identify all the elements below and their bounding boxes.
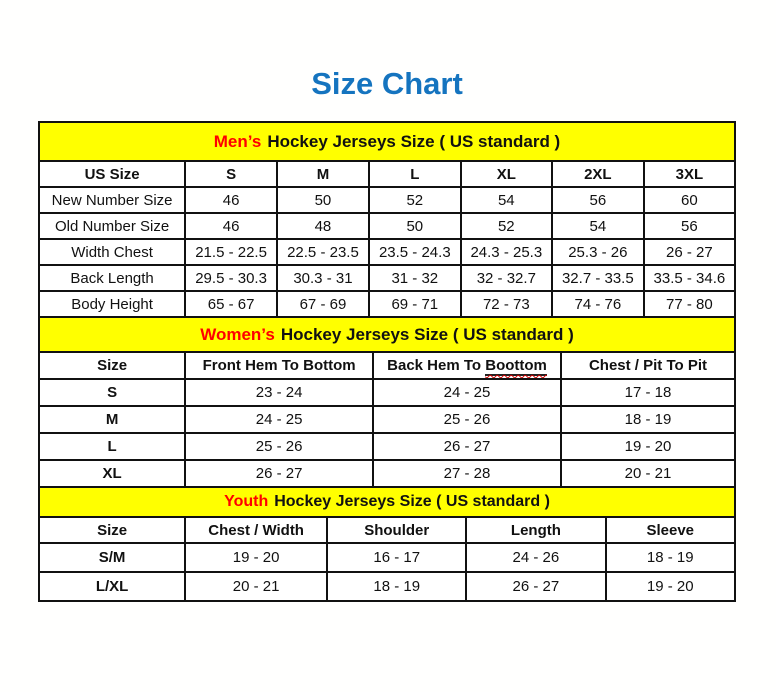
youth-section-band bbox=[38, 486, 736, 518]
mens-row-label: Width Chest bbox=[39, 239, 185, 265]
table-row bbox=[39, 433, 735, 460]
mens-size-cell: 46 bbox=[185, 213, 277, 239]
table-row bbox=[39, 239, 735, 265]
mens-column-header: L bbox=[369, 161, 461, 187]
mens-size-cell: 25.3 - 26 bbox=[552, 239, 644, 265]
mens-size-cell: 69 - 71 bbox=[369, 291, 461, 317]
youth-column-header: Chest / Width bbox=[185, 517, 327, 543]
youth-row-label: L/XL bbox=[39, 572, 185, 601]
mens-size-cell: 31 - 32 bbox=[369, 265, 461, 291]
mens-size-cell: 54 bbox=[552, 213, 644, 239]
table-row bbox=[39, 213, 735, 239]
womens-size-cell: 25 - 26 bbox=[373, 406, 561, 433]
mens-size-cell: 26 - 27 bbox=[644, 239, 735, 265]
womens-row-label: XL bbox=[39, 460, 185, 487]
mens-row-label: Back Length bbox=[39, 265, 185, 291]
youth-size-cell: 19 - 20 bbox=[606, 572, 736, 601]
mens-size-cell: 30.3 - 31 bbox=[277, 265, 369, 291]
mens-size-cell: 52 bbox=[369, 187, 461, 213]
womens-section-band bbox=[38, 316, 736, 353]
mens-column-header: M bbox=[277, 161, 369, 187]
womens-row-label: L bbox=[39, 433, 185, 460]
misspelled-word-with-squiggle: Boottom bbox=[485, 357, 547, 374]
mens-size-cell: 46 bbox=[185, 187, 277, 213]
womens-size-cell: 26 - 27 bbox=[185, 460, 373, 487]
youth-column-header: Length bbox=[466, 517, 605, 543]
mens-column-header: 2XL bbox=[552, 161, 644, 187]
mens-size-cell: 56 bbox=[552, 187, 644, 213]
mens-size-cell: 32.7 - 33.5 bbox=[552, 265, 644, 291]
youth-size-cell: 26 - 27 bbox=[466, 572, 605, 601]
mens-size-cell: 74 - 76 bbox=[552, 291, 644, 317]
mens-row-label: Old Number Size bbox=[39, 213, 185, 239]
mens-size-cell: 77 - 80 bbox=[644, 291, 735, 317]
womens-size-cell: 25 - 26 bbox=[185, 433, 373, 460]
womens-size-cell: 20 - 21 bbox=[561, 460, 735, 487]
womens-band-highlight: Women’s bbox=[200, 324, 275, 344]
youth-size-cell: 20 - 21 bbox=[185, 572, 327, 601]
table-row bbox=[39, 187, 735, 213]
mens-section-band bbox=[38, 121, 736, 162]
mens-size-cell: 29.5 - 30.3 bbox=[185, 265, 277, 291]
womens-column-header: Size bbox=[39, 352, 185, 379]
mens-size-cell: 52 bbox=[461, 213, 552, 239]
womens-band-text: Hockey Jerseys Size ( US standard ) bbox=[280, 324, 574, 344]
womens-header-row bbox=[39, 352, 735, 379]
womens-size-table bbox=[38, 351, 736, 488]
mens-column-header: US Size bbox=[39, 161, 185, 187]
mens-band-text: Hockey Jerseys Size ( US standard ) bbox=[267, 131, 561, 151]
womens-row-label: M bbox=[39, 406, 185, 433]
mens-size-cell: 54 bbox=[461, 187, 552, 213]
womens-column-header: Front Hem To Bottom bbox=[185, 352, 373, 379]
mens-size-cell: 50 bbox=[277, 187, 369, 213]
womens-size-cell: 27 - 28 bbox=[373, 460, 561, 487]
mens-size-cell: 32 - 32.7 bbox=[461, 265, 552, 291]
mens-band-highlight: Men’s bbox=[213, 131, 262, 151]
youth-column-header: Size bbox=[39, 517, 185, 543]
mens-size-cell: 65 - 67 bbox=[185, 291, 277, 317]
youth-size-cell: 19 - 20 bbox=[185, 543, 327, 572]
mens-size-cell: 72 - 73 bbox=[461, 291, 552, 317]
youth-size-cell: 16 - 17 bbox=[327, 543, 466, 572]
mens-size-table bbox=[38, 160, 736, 318]
youth-band-highlight: Youth bbox=[224, 493, 269, 510]
womens-size-cell: 19 - 20 bbox=[561, 433, 735, 460]
table-row bbox=[39, 265, 735, 291]
mens-column-header: S bbox=[185, 161, 277, 187]
table-row bbox=[39, 406, 735, 433]
page-title: Size Chart bbox=[311, 66, 463, 101]
mens-size-cell: 56 bbox=[644, 213, 735, 239]
womens-size-cell: 23 - 24 bbox=[185, 379, 373, 406]
mens-size-cell: 67 - 69 bbox=[277, 291, 369, 317]
youth-band-text: Hockey Jerseys Size ( US standard ) bbox=[274, 493, 550, 510]
womens-column-header bbox=[373, 352, 561, 379]
youth-header-row bbox=[39, 517, 735, 543]
womens-size-cell: 17 - 18 bbox=[561, 379, 735, 406]
womens-size-cell: 18 - 19 bbox=[561, 406, 735, 433]
mens-size-cell: 22.5 - 23.5 bbox=[277, 239, 369, 265]
mens-size-cell: 60 bbox=[644, 187, 735, 213]
table-row bbox=[39, 379, 735, 406]
youth-size-cell: 18 - 19 bbox=[606, 543, 736, 572]
youth-row-label: S/M bbox=[39, 543, 185, 572]
womens-size-cell: 26 - 27 bbox=[373, 433, 561, 460]
column-header-text: Back Hem To bbox=[387, 357, 486, 374]
youth-column-header: Sleeve bbox=[606, 517, 736, 543]
womens-column-header: Chest / Pit To Pit bbox=[561, 352, 735, 379]
mens-row-label: New Number Size bbox=[39, 187, 185, 213]
mens-size-cell: 21.5 - 22.5 bbox=[185, 239, 277, 265]
mens-size-cell: 48 bbox=[277, 213, 369, 239]
mens-row-label: Body Height bbox=[39, 291, 185, 317]
mens-header-row bbox=[39, 161, 735, 187]
mens-size-cell: 23.5 - 24.3 bbox=[369, 239, 461, 265]
youth-size-cell: 18 - 19 bbox=[327, 572, 466, 601]
size-chart-tables bbox=[38, 121, 736, 602]
mens-column-header: 3XL bbox=[644, 161, 735, 187]
table-row bbox=[39, 543, 735, 572]
mens-column-header: XL bbox=[461, 161, 552, 187]
womens-row-label: S bbox=[39, 379, 185, 406]
youth-column-header: Shoulder bbox=[327, 517, 466, 543]
mens-size-cell: 24.3 - 25.3 bbox=[461, 239, 552, 265]
table-row bbox=[39, 460, 735, 487]
womens-size-cell: 24 - 25 bbox=[373, 379, 561, 406]
mens-size-cell: 50 bbox=[369, 213, 461, 239]
table-row bbox=[39, 572, 735, 601]
mens-size-cell: 33.5 - 34.6 bbox=[644, 265, 735, 291]
table-row bbox=[39, 291, 735, 317]
youth-size-cell: 24 - 26 bbox=[466, 543, 605, 572]
womens-size-cell: 24 - 25 bbox=[185, 406, 373, 433]
youth-size-table bbox=[38, 516, 736, 602]
